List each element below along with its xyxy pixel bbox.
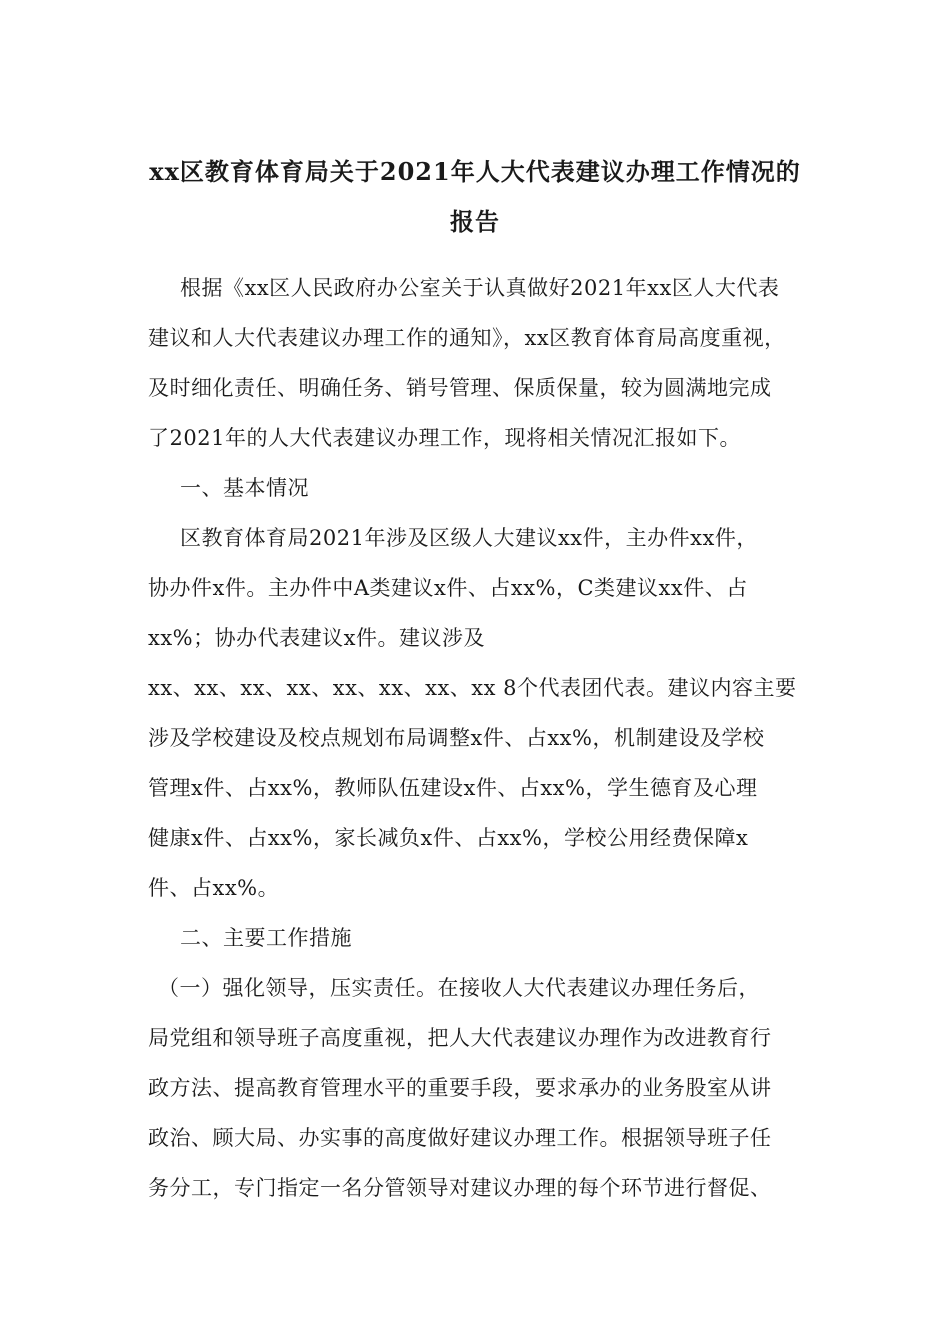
paragraph-1-line-4: 了2021年的人大代表建议办理工作，现将相关情况汇报如下。 bbox=[148, 426, 741, 450]
paragraph-3-line-3: 政方法、提高教育管理水平的重要手段，要求承办的业务股室从讲 bbox=[148, 1076, 772, 1100]
paragraph-2-line-6: 管理x件、占xx%，教师队伍建设x件、占xx%，学生德育及心理 bbox=[148, 776, 758, 800]
paragraph-3-line-4: 政治、顾大局、办实事的高度做好建议办理工作。根据领导班子任 bbox=[148, 1126, 772, 1150]
document-title-line-1: xx区教育体育局关于2021年人大代表建议办理工作情况的 bbox=[149, 157, 801, 186]
paragraph-1-line-3: 及时细化责任、明确任务、销号管理、保质保量，较为圆满地完成 bbox=[148, 376, 772, 400]
paragraph-1-line-1: 根据《xx区人民政府办公室关于认真做好2021年xx区人大代表 bbox=[180, 276, 780, 300]
document-title-line-2: 报告 bbox=[450, 207, 500, 236]
paragraph-2-line-1: 区教育体育局2021年涉及区级人大建议xx件，主办件xx件， bbox=[180, 526, 758, 550]
paragraph-1-line-2: 建议和人大代表建议办理工作的通知》，xx区教育体育局高度重视， bbox=[148, 326, 786, 350]
paragraph-2-line-7: 健康x件、占xx%，家长减负x件、占xx%，学校公用经费保障x bbox=[148, 826, 749, 850]
paragraph-2-line-8: 件、占xx%。 bbox=[148, 876, 280, 900]
section-heading-2: 二、主要工作措施 bbox=[180, 926, 352, 950]
paragraph-3-line-2: 局党组和领导班子高度重视，把人大代表建议办理作为改进教育行 bbox=[148, 1026, 772, 1050]
paragraph-2-line-2: 协办件x件。主办件中A类建议x件、占xx%，C类建议xx件、占 bbox=[148, 576, 748, 600]
paragraph-3-line-5: 务分工，专门指定一名分管领导对建议办理的每个环节进行督促、 bbox=[148, 1176, 772, 1200]
section-heading-1: 一、基本情况 bbox=[180, 476, 309, 500]
paragraph-2-line-4: xx、xx、xx、xx、xx、xx、xx、xx 8个代表团代表。建议内容主要 bbox=[148, 676, 797, 700]
paragraph-2-line-5: 涉及学校建设及校点规划布局调整x件、占xx%，机制建设及学校 bbox=[148, 726, 765, 750]
paragraph-2-line-3: xx%；协办代表建议x件。建议涉及 bbox=[148, 626, 485, 650]
paragraph-3-line-1: （一）强化领导，压实责任。在接收人大代表建议办理任务后， bbox=[158, 976, 760, 1000]
